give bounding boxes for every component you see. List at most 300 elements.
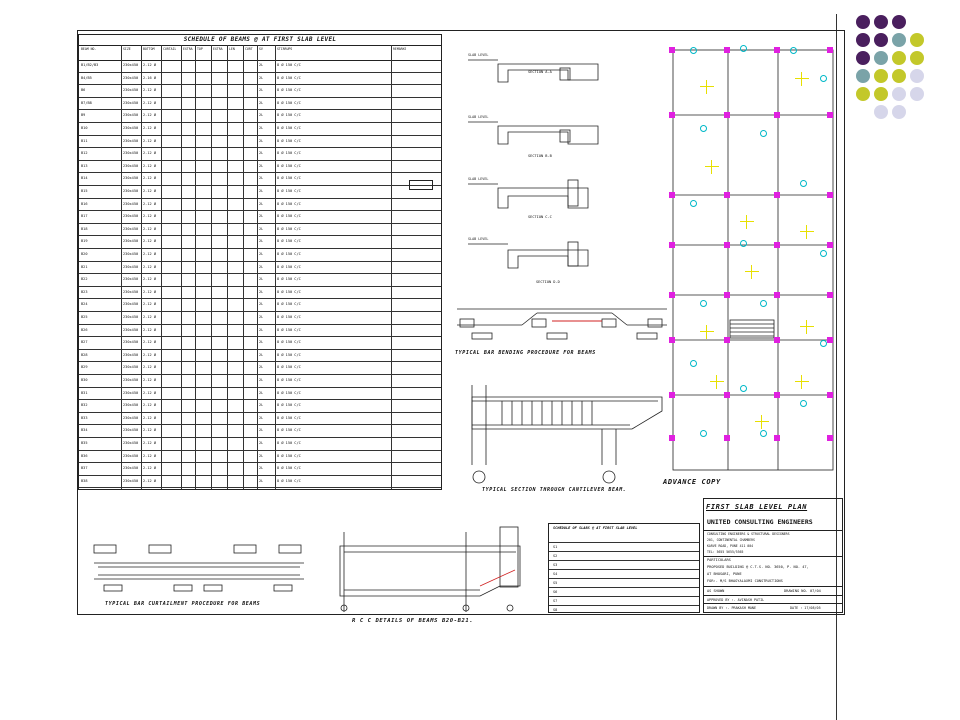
decorative-dot — [874, 69, 888, 83]
table-cell: 2L — [259, 252, 264, 256]
table-cell: 2L — [259, 340, 264, 345]
table-cell: 2-12 Ø — [143, 189, 156, 193]
table-grid-line — [227, 45, 228, 489]
table-cell: B17 — [81, 214, 88, 219]
table-cell: 2L — [259, 126, 264, 130]
table-row — [79, 198, 441, 212]
table-grid-line — [257, 45, 258, 489]
table-cell: 2L — [259, 352, 264, 357]
table-cell: 8 Ø 150 C/C — [277, 75, 301, 80]
decorative-dot — [856, 51, 870, 65]
table-cell: 8 Ø 150 C/C — [277, 415, 301, 420]
table-cell: 2L — [259, 289, 264, 294]
table-cell: 2-12 Ø — [143, 277, 156, 282]
decorative-dot — [910, 33, 924, 47]
table-row — [79, 172, 441, 186]
table-row — [79, 261, 441, 275]
callout-circle — [800, 180, 807, 187]
column-marker — [774, 112, 780, 118]
table-row — [79, 412, 441, 426]
table-cell: B14 — [81, 176, 88, 181]
slab-span-mark — [710, 375, 724, 389]
table-cell: B19 — [81, 239, 88, 244]
table-cell: 230x450 — [123, 403, 139, 408]
table-row — [549, 596, 699, 605]
column-marker — [724, 47, 730, 53]
table-cell: B12 — [81, 151, 88, 156]
table-cell: 2L — [259, 365, 264, 370]
table-cell: 8 Ø 150 C/C — [277, 226, 301, 231]
slab-span-mark — [795, 72, 809, 86]
table-cell: B20 — [81, 252, 88, 256]
slab-id: S2 — [553, 554, 558, 558]
table-row — [79, 424, 441, 438]
table-cell: 2L — [259, 75, 264, 80]
firm-line: KARVE ROAD, PUNE 411 004 — [707, 544, 754, 548]
decorative-dot — [892, 15, 906, 29]
table-cell: 8 Ø 150 C/C — [277, 390, 301, 395]
plan-title: FIRST SLAB LEVEL PLAN — [706, 503, 808, 511]
table-cell: 230x450 — [123, 226, 139, 231]
table-cell: B7/B8 — [81, 100, 92, 105]
table-cell: 230x450 — [123, 113, 139, 118]
table-cell: B28 — [81, 352, 88, 357]
table-cell: B33 — [81, 415, 88, 420]
table-cell: 230x450 — [123, 264, 139, 269]
table-cell: 8 Ø 150 C/C — [277, 126, 301, 130]
table-cell: B22 — [81, 277, 88, 282]
slab-schedule-table — [548, 523, 700, 613]
table-grid-line — [275, 45, 276, 489]
table-cell: 2-12 Ø — [143, 88, 156, 93]
table-cell: 8 Ø 150 C/C — [277, 151, 301, 156]
table-row — [79, 437, 441, 451]
table-cell: B34 — [81, 428, 88, 433]
table-cell: 8 Ø 150 C/C — [277, 176, 301, 181]
decorative-dot — [874, 87, 888, 101]
decorative-dot — [874, 15, 888, 29]
table-cell: 2-12 Ø — [143, 466, 156, 471]
table-cell: 2L — [259, 163, 264, 168]
scale-text: AS SHOWN — [707, 589, 725, 593]
table-cell: 230x450 — [123, 201, 139, 206]
slab-span-mark — [705, 160, 719, 174]
table-cell: 230x450 — [123, 315, 139, 319]
table-cell: 230x450 — [123, 289, 139, 294]
callout-circle — [700, 430, 707, 437]
schedule-header-cell: EXTRA — [213, 47, 223, 51]
firm-line: CONSULTING ENGINEERS & STRUCTURAL DESIGNERS — [707, 532, 790, 536]
table-cell: 8 Ø 150 C/C — [277, 214, 301, 219]
client-text: FOR:- M/S BHAGYALAXMI CONSTRUCTIONS — [707, 579, 783, 583]
drawn-by: DRAWN BY :- PRAKASH MANE — [707, 606, 756, 610]
column-marker — [774, 292, 780, 298]
decorative-dot — [874, 33, 888, 47]
table-row — [79, 147, 441, 161]
decorative-dot — [856, 15, 870, 29]
table-cell: B6 — [81, 88, 86, 93]
table-row — [79, 223, 441, 237]
table-cell: 8 Ø 150 C/C — [277, 466, 301, 471]
schedule-header-cell: BEAM NO. — [81, 47, 97, 51]
table-cell: 2L — [259, 403, 264, 408]
table-cell: 8 Ø 150 C/C — [277, 315, 301, 319]
table-row — [79, 84, 441, 98]
slab-id: S3 — [553, 563, 558, 567]
schedule-header-cell: LEN — [229, 47, 235, 51]
table-cell: 2-12 Ø — [143, 390, 156, 395]
column-marker — [724, 242, 730, 248]
table-grid-line — [243, 45, 244, 489]
table-cell: 2L — [259, 88, 264, 93]
callout-circle — [790, 47, 797, 54]
table-row — [79, 59, 441, 73]
table-row — [549, 605, 699, 614]
table-cell: 8 Ø 150 C/C — [277, 441, 301, 445]
callout-circle — [740, 385, 747, 392]
table-cell: 2L — [259, 277, 264, 282]
table-cell: 230x450 — [123, 302, 139, 307]
remark-sketch — [409, 180, 433, 190]
beam-schedule-table — [78, 34, 442, 490]
callout-circle — [820, 340, 827, 347]
floor-plan-svg — [668, 40, 838, 480]
table-cell: 8 Ø 150 C/C — [277, 201, 301, 206]
firm-name: UNITED CONSULTING ENGINEERS — [704, 513, 842, 531]
callout-circle — [760, 430, 767, 437]
table-cell: B38 — [81, 478, 88, 483]
column-marker — [669, 292, 675, 298]
column-marker — [827, 435, 833, 441]
table-cell: 8 Ø 150 C/C — [277, 428, 301, 433]
column-marker — [827, 242, 833, 248]
table-cell: 2-12 Ø — [143, 201, 156, 206]
schedule-header-cell: EXTRA — [183, 47, 193, 51]
table-row — [79, 160, 441, 174]
table-cell: B26 — [81, 327, 88, 332]
scale-row — [704, 587, 842, 596]
slab-schedule-title: SCHEDULE OF SLABS @ AT FIRST SLAB LEVEL — [553, 526, 638, 530]
callout-circle — [740, 45, 747, 52]
column-marker — [827, 47, 833, 53]
table-cell: 230x450 — [123, 151, 139, 156]
table-row — [79, 109, 441, 123]
table-cell: 2L — [259, 201, 264, 206]
svg-text:SLAB LEVEL: SLAB LEVEL — [468, 177, 489, 181]
table-cell: 2L — [259, 441, 264, 445]
decorative-dot — [892, 69, 906, 83]
decorative-dot — [910, 51, 924, 65]
table-row — [79, 235, 441, 249]
approved-by: APPROVED BY :- AVINASH PATIL — [704, 596, 842, 604]
table-row — [79, 97, 441, 111]
decorative-dot — [892, 51, 906, 65]
decorative-dot — [874, 51, 888, 65]
bar-bending-caption: TYPICAL BAR BENDING PROCEDURE FOR BEAMS — [455, 350, 596, 356]
table-cell: B27 — [81, 340, 88, 345]
slab-id: S1 — [553, 545, 558, 549]
table-cell: B25 — [81, 315, 88, 319]
decorative-dot-grid — [856, 15, 960, 155]
table-cell: 230x450 — [123, 214, 139, 219]
table-cell: 230x450 — [123, 252, 139, 256]
decorative-dot — [892, 33, 906, 47]
svg-text:SLAB LEVEL: SLAB LEVEL — [468, 115, 489, 119]
table-cell: 230x450 — [123, 239, 139, 244]
svg-text:SLAB LEVEL: SLAB LEVEL — [468, 53, 489, 57]
decorative-dot — [874, 105, 888, 119]
table-cell: 2-12 Ø — [143, 126, 156, 130]
callout-circle — [820, 250, 827, 257]
decorative-dot — [856, 33, 870, 47]
decorative-dot — [892, 87, 906, 101]
table-cell: 2L — [259, 327, 264, 332]
table-cell: B23 — [81, 289, 88, 294]
column-marker — [724, 112, 730, 118]
callout-circle — [760, 130, 767, 137]
column-marker — [827, 112, 833, 118]
column-marker — [774, 242, 780, 248]
curtailment-caption: TYPICAL BAR CURTAILMENT PROCEDURE FOR BEAMS — [105, 601, 261, 607]
table-cell: B1/B2/B3 — [81, 63, 99, 67]
table-cell: 230x450 — [123, 453, 139, 458]
slab-span-mark — [800, 320, 814, 334]
slab-id: S8 — [553, 608, 558, 612]
slab-id: S7 — [553, 599, 558, 603]
column-marker — [669, 435, 675, 441]
decorative-dot — [892, 105, 906, 119]
table-cell: B16 — [81, 201, 88, 206]
table-cell: 8 Ø 150 C/C — [277, 478, 301, 483]
table-cell: 2-12 Ø — [143, 302, 156, 307]
column-marker — [669, 337, 675, 343]
drawing-date: DATE : 17/08/05 — [790, 606, 821, 610]
table-row — [549, 560, 699, 569]
table-grid-line — [391, 45, 392, 489]
table-cell: B32 — [81, 403, 88, 408]
table-cell: 8 Ø 150 C/C — [277, 403, 301, 408]
table-cell: 2-12 Ø — [143, 214, 156, 219]
section-label-d: SECTION D-D — [536, 280, 560, 284]
column-marker — [774, 47, 780, 53]
table-cell: 2L — [259, 453, 264, 458]
table-cell: 8 Ø 150 C/C — [277, 138, 301, 143]
column-marker — [669, 192, 675, 198]
schedule-header-cell: CURT — [245, 47, 253, 51]
project-text: PROPOSED BUILDING @ C.T.S. NO. 3650, P. NO. 47, — [707, 565, 809, 569]
table-row — [79, 135, 441, 149]
table-cell: B9 — [81, 113, 86, 118]
decorative-dot — [910, 87, 924, 101]
column-marker — [774, 337, 780, 343]
table-cell: 2L — [259, 466, 264, 471]
table-row — [79, 361, 441, 375]
table-cell: 230x450 — [123, 378, 139, 382]
table-row — [79, 210, 441, 224]
table-grid-line — [121, 45, 122, 489]
table-row — [549, 551, 699, 560]
table-cell: 2-12 Ø — [143, 415, 156, 420]
table-cell: 2L — [259, 415, 264, 420]
schedule-header-cell: REMARKS — [393, 47, 407, 51]
decorative-dot — [856, 69, 870, 83]
table-cell: 230x450 — [123, 441, 139, 445]
table-cell: 8 Ø 150 C/C — [277, 264, 301, 269]
table-cell: 8 Ø 150 C/C — [277, 289, 301, 294]
table-cell: 230x450 — [123, 340, 139, 345]
table-row — [79, 286, 441, 300]
table-cell: 2-12 Ø — [143, 340, 156, 345]
column-marker — [724, 337, 730, 343]
table-cell: B13 — [81, 163, 88, 168]
table-cell: 2-12 Ø — [143, 264, 156, 269]
table-cell: B10 — [81, 126, 88, 130]
column-marker — [827, 192, 833, 198]
table-cell: 2L — [259, 214, 264, 219]
table-cell: 8 Ø 150 C/C — [277, 365, 301, 370]
slab-span-mark — [745, 265, 759, 279]
drawing-number: DRAWING NO. 07/04 — [784, 589, 821, 593]
table-cell: 8 Ø 150 C/C — [277, 100, 301, 105]
table-cell: 2L — [259, 390, 264, 395]
table-cell: B4/B5 — [81, 75, 92, 80]
column-marker — [827, 292, 833, 298]
table-cell: 230x450 — [123, 277, 139, 282]
table-cell: 230x450 — [123, 138, 139, 143]
column-marker — [669, 112, 675, 118]
table-cell: 2-12 Ø — [143, 63, 156, 67]
table-row — [79, 298, 441, 312]
schedule-header-cell: SV — [259, 47, 263, 51]
table-row — [79, 336, 441, 350]
table-cell: B29 — [81, 365, 88, 370]
table-row — [79, 185, 441, 199]
table-cell: 230x450 — [123, 75, 139, 80]
slab-span-mark — [800, 225, 814, 239]
table-grid-line — [211, 45, 212, 489]
beam-sections-svg — [448, 40, 668, 300]
table-row — [79, 349, 441, 363]
table-row — [79, 311, 441, 325]
table-cell: 2L — [259, 138, 264, 143]
table-cell: 8 Ø 150 C/C — [277, 189, 301, 193]
callout-circle — [800, 400, 807, 407]
schedule-title: SCHEDULE OF BEAMS @ AT FIRST SLAB LEVEL — [183, 36, 337, 43]
table-cell: 2-12 Ø — [143, 327, 156, 332]
firm-line: TEL: 5655 5655/5565 — [707, 550, 744, 554]
table-cell: 2-12 Ø — [143, 100, 156, 105]
table-cell: 2L — [259, 113, 264, 118]
callout-circle — [760, 300, 767, 307]
advance-copy-stamp: ADVANCE COPY — [663, 478, 721, 486]
table-cell: B11 — [81, 138, 88, 143]
table-cell: 2L — [259, 302, 264, 307]
table-row — [79, 462, 441, 476]
firm-line: 201, CONTINENTAL CHAMBERS — [707, 538, 755, 542]
table-row — [79, 399, 441, 413]
column-marker — [724, 192, 730, 198]
table-cell: 230x450 — [123, 100, 139, 105]
table-cell: 2L — [259, 428, 264, 433]
table-cell: 2L — [259, 151, 264, 156]
table-cell: 230x450 — [123, 176, 139, 181]
table-cell: 2-12 Ø — [143, 453, 156, 458]
column-marker — [774, 192, 780, 198]
callout-circle — [690, 47, 697, 54]
table-cell: 230x450 — [123, 466, 139, 471]
table-cell: 230x450 — [123, 189, 139, 193]
column-marker — [827, 392, 833, 398]
table-cell: B35 — [81, 441, 88, 445]
table-cell: 2L — [259, 315, 264, 319]
table-cell: 230x450 — [123, 327, 139, 332]
slab-span-mark — [795, 375, 809, 389]
slab-span-mark — [740, 215, 754, 229]
table-row — [79, 374, 441, 388]
table-cell: 8 Ø 150 C/C — [277, 453, 301, 458]
table-cell: 2-12 Ø — [143, 403, 156, 408]
table-cell: 8 Ø 150 C/C — [277, 302, 301, 307]
table-cell: 8 Ø 150 C/C — [277, 327, 301, 332]
table-grid-line — [181, 45, 182, 489]
column-marker — [724, 435, 730, 441]
column-marker — [774, 435, 780, 441]
table-row — [549, 587, 699, 596]
schedule-header-cell: BOTTOM — [143, 47, 155, 51]
table-cell: 2L — [259, 63, 264, 67]
cantilever-caption: TYPICAL SECTION THROUGH CANTILEVER BEAM. — [482, 487, 627, 493]
table-cell: 230x450 — [123, 415, 139, 420]
table-cell: 2L — [259, 239, 264, 244]
table-cell: 230x450 — [123, 88, 139, 93]
table-row — [79, 475, 441, 489]
firm-address — [704, 531, 842, 557]
table-cell: 2-12 Ø — [143, 352, 156, 357]
decorative-dot — [910, 69, 924, 83]
table-cell: 230x450 — [123, 63, 139, 67]
table-cell: 230x450 — [123, 352, 139, 357]
location-text: AT BHOSARI, PUNE — [707, 572, 742, 576]
table-cell: 8 Ø 150 C/C — [277, 239, 301, 244]
table-cell: 8 Ø 150 C/C — [277, 378, 301, 382]
table-cell: 230x450 — [123, 126, 139, 130]
table-cell: 8 Ø 150 C/C — [277, 277, 301, 282]
table-cell: 2L — [259, 176, 264, 181]
table-cell: B15 — [81, 189, 88, 193]
table-cell: 2-12 Ø — [143, 226, 156, 231]
table-cell: 2-12 Ø — [143, 428, 156, 433]
column-marker — [669, 242, 675, 248]
callout-circle — [690, 200, 697, 207]
slab-span-mark — [700, 325, 714, 339]
table-cell: 2-12 Ø — [143, 289, 156, 294]
drawn-row — [704, 604, 842, 613]
callout-circle — [740, 240, 747, 247]
column-marker — [774, 392, 780, 398]
table-cell: 8 Ø 150 C/C — [277, 340, 301, 345]
schedule-header-cell: STIRRUPS — [277, 47, 293, 51]
bar-curtailment-diagram — [84, 535, 314, 605]
table-grid-line — [195, 45, 196, 489]
table-cell: B24 — [81, 302, 88, 307]
schedule-header-cell: CURTAIL — [163, 47, 177, 51]
section-label-c: SECTION C-C — [528, 215, 552, 219]
table-row — [79, 273, 441, 287]
particulars-block — [704, 557, 842, 587]
table-row — [549, 542, 699, 551]
callout-circle — [820, 75, 827, 82]
table-cell: 230x450 — [123, 478, 139, 483]
